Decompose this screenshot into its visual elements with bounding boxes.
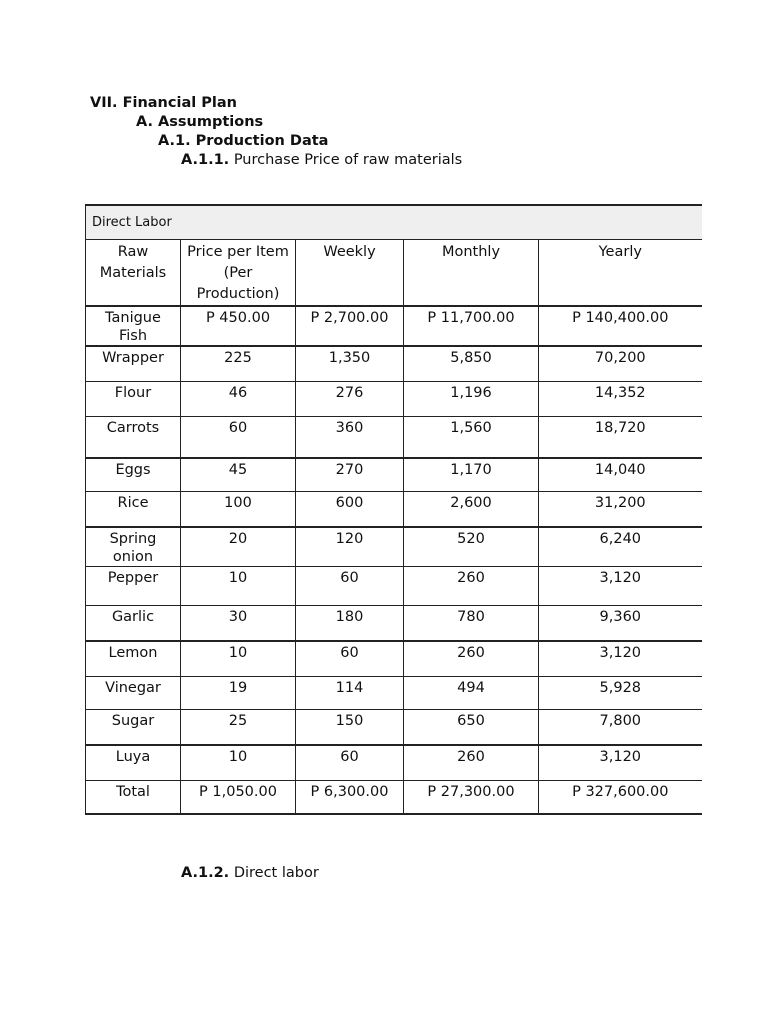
table-row [86,306,702,346]
total-cell: P 27,300.00 [404,781,539,815]
table-cell: 1,170 [404,458,539,492]
table-cell: Eggs [86,458,181,492]
table-cell: Pepper [86,567,181,606]
table-cell: 19 [181,677,296,710]
table-cell: 1,350 [296,346,404,382]
table-row [86,567,702,606]
table-cell: P 2,700.00 [296,306,404,346]
table-cell: 30 [181,606,296,642]
column-header: Price per Item (Per Production) [181,240,296,307]
table-cell: 18,720 [539,417,702,459]
column-header: Yearly [539,240,702,307]
column-header: Raw Materials [86,240,181,307]
table-cell: 20 [181,527,296,567]
total-row [86,781,702,815]
table-row [86,677,702,710]
table-cell: 276 [296,382,404,417]
table-cell: Tanigue Fish [86,306,181,346]
table-cell: 60 [181,417,296,459]
table-cell: 46 [181,382,296,417]
table-cell: Carrots [86,417,181,459]
table-cell: 3,120 [539,641,702,677]
purchase-price-text: Purchase Price of raw materials [233,152,463,168]
table-cell: 31,200 [539,492,702,528]
table-cell: 114 [296,677,404,710]
table-header-row [86,240,702,307]
table-cell: 180 [296,606,404,642]
table-cell: 14,352 [539,382,702,417]
table-cell: 120 [296,527,404,567]
table-title: Direct Labor [86,205,702,240]
table-cell: Spring onion [86,527,181,567]
production-data-heading: A.1. Production Data [158,133,329,149]
table-row [86,417,702,459]
table-cell: 9,360 [539,606,702,642]
column-header: Monthly [404,240,539,307]
table-cell: 600 [296,492,404,528]
table-cell: 70,200 [539,346,702,382]
table-cell: 10 [181,745,296,781]
purchase-price-number: A.1.1. [181,152,230,168]
table-cell: Lemon [86,641,181,677]
column-header: Weekly [296,240,404,307]
table-row [86,641,702,677]
table-cell: 5,850 [404,346,539,382]
table-cell: 60 [296,745,404,781]
table-cell: Wrapper [86,346,181,382]
table-cell: Luya [86,745,181,781]
table-cell: 260 [404,567,539,606]
table-cell: 260 [404,745,539,781]
table-cell: Flour [86,382,181,417]
table-row [86,527,702,567]
table-cell: 150 [296,710,404,746]
direct-labor-number: A.1.2. [181,865,230,881]
purchase-price-heading [181,151,462,169]
table-row [86,710,702,746]
assumptions-heading: A. Assumptions [136,114,264,130]
direct-labor-text: Direct labor [233,865,319,881]
table-row [86,606,702,642]
table-cell: 3,120 [539,567,702,606]
table-cell: 100 [181,492,296,528]
total-cell: P 6,300.00 [296,781,404,815]
table-cell: Sugar [86,710,181,746]
direct-labor-heading [181,864,319,882]
table-cell: 650 [404,710,539,746]
raw-materials-table-wrapper [85,204,701,815]
table-cell: 10 [181,641,296,677]
raw-materials-table [85,204,702,815]
table-cell: 45 [181,458,296,492]
table-cell: 5,928 [539,677,702,710]
table-row [86,346,702,382]
table-cell: 260 [404,641,539,677]
table-cell: P 450.00 [181,306,296,346]
total-cell: P 327,600.00 [539,781,702,815]
table-row [86,382,702,417]
table-cell: 1,560 [404,417,539,459]
table-cell: 3,120 [539,745,702,781]
table-cell: P 140,400.00 [539,306,702,346]
table-cell: 494 [404,677,539,710]
table-cell: Garlic [86,606,181,642]
table-cell: 25 [181,710,296,746]
table-cell: Rice [86,492,181,528]
table-row [86,458,702,492]
table-cell: 14,040 [539,458,702,492]
table-cell: 10 [181,567,296,606]
table-cell: 60 [296,567,404,606]
table-cell: P 11,700.00 [404,306,539,346]
table-cell: 7,800 [539,710,702,746]
total-cell: P 1,050.00 [181,781,296,815]
table-cell: 60 [296,641,404,677]
table-cell: 2,600 [404,492,539,528]
table-row [86,745,702,781]
table-cell: 270 [296,458,404,492]
total-cell: Total [86,781,181,815]
table-cell: 360 [296,417,404,459]
section-heading: VII. Financial Plan [90,95,237,111]
table-cell: 1,196 [404,382,539,417]
table-cell: Vinegar [86,677,181,710]
table-cell: 6,240 [539,527,702,567]
table-row [86,492,702,528]
table-cell: 225 [181,346,296,382]
table-cell: 780 [404,606,539,642]
table-cell: 520 [404,527,539,567]
